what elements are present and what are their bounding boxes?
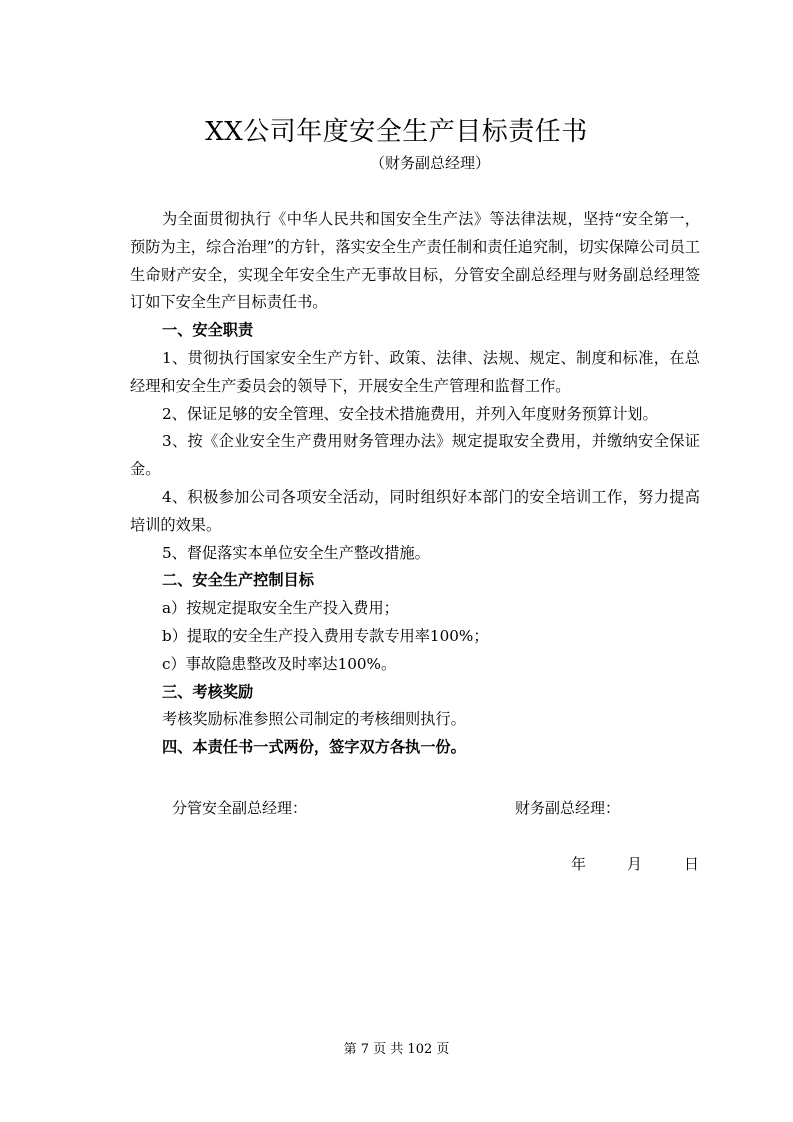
section-2-heading: 二、安全生产控制目标 [162, 571, 314, 590]
page-footer: 第 7 页 共 102 页 [343, 1042, 450, 1057]
section-1-item: 4、积极参加公司各项安全活动，同时组织好本部门的安全培训工作，努力提高培训的效果。 [130, 487, 700, 534]
section-2-item: b）提取的安全生产投入费用专款专用率100%； [162, 626, 489, 645]
date-year-label: 年 [571, 855, 587, 873]
document-title: XX公司年度安全生产目标责任书 [205, 117, 588, 147]
date-month-label: 月 [627, 855, 643, 873]
section-1-item: 3、按《企业安全生产费用财务管理办法》规定提取安全费用，并缴纳安全保证金。 [130, 432, 700, 479]
section-1-item: 1、贯彻执行国家安全生产方针、政策、法律、法规、规定、制度和标准，在总经理和安全生产委员会的领导下，开展安全生产管理和监督工作。 [130, 348, 700, 395]
signature-left-label: 分管安全副总经理： [172, 799, 308, 817]
section-3-heading: 三、考核奖励 [162, 682, 254, 701]
section-2-item: c）事故隐患整改及时率达100%。 [162, 654, 397, 673]
section-1-heading: 一、安全职责 [162, 321, 254, 340]
intro-paragraph: 为全面贯彻执行《中华人民共和国安全生产法》等法律法规，坚持“安全第一，预防为主，综合治理”的方针，落实安全生产责任制和责任追究制，切实保障公司员工生命财产安全，实现全年安全生产无事故目标，分管安全副总经理与财务副总经理签订如下安全生产目标责任书。 [130, 210, 700, 312]
section-1-item: 5、督促落实本单位安全生产整改措施。 [162, 543, 430, 562]
date-day-label: 日 [684, 855, 700, 873]
section-4-heading: 四、本责任书一式两份，签字双方各执一份。 [162, 738, 466, 757]
document-body [130, 206, 700, 762]
document-subtitle: （财务副总经理） [369, 154, 490, 172]
section-2-item: a）按规定提取安全生产投入费用； [162, 599, 399, 618]
section-1-item: 2、保证足够的安全管理、安全技术措施费用，并列入年度财务预算计划。 [162, 404, 658, 423]
section-3-text: 考核奖励标准参照公司制定的考核细则执行。 [162, 710, 466, 729]
signature-right-label: 财务副总经理： [515, 799, 621, 817]
